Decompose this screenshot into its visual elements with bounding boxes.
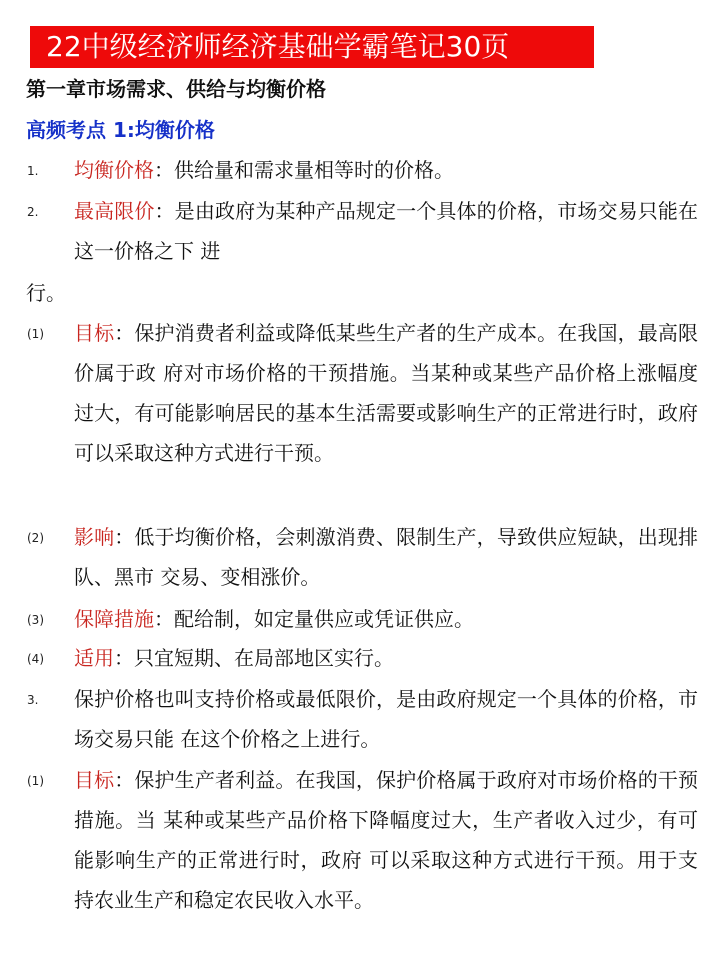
item-body: ：只宜短期、在局部地区实行。	[114, 646, 394, 670]
item-term: 目标	[74, 321, 115, 345]
item-marker: (2)	[27, 531, 44, 545]
item-marker: (3)	[27, 613, 44, 627]
item-term: 影响	[74, 525, 115, 549]
title-banner	[30, 26, 594, 68]
item-text	[74, 599, 698, 639]
item-continuation: 行。	[26, 281, 66, 305]
item-term: 均衡价格	[74, 158, 154, 182]
item-body: 保护价格也叫支持价格或最低限价，是由政府规定一个具体的价格，市场交易只能 在这个价格之上进行。	[74, 687, 698, 751]
item-text	[74, 313, 698, 473]
item-marker: (4)	[27, 652, 44, 666]
item-term: 保障措施	[74, 607, 154, 631]
item-text	[74, 760, 698, 920]
page-title: 22中级经济师经济基础学霸笔记30页	[46, 30, 510, 63]
item-body: ：保护消费者利益或降低某些生产者的生产成本。在我国，最高限价属于政 府对市场价格的干预措施。当某种或某些产品价格上涨幅度过大，有可能影响居民的基本生活需要或影响生产的正常进行时，政府可以采取这种方式进行干预。	[74, 321, 699, 465]
item-body: ：是由政府为某种产品规定一个具体的价格，市场交易只能在这一价格之下 进	[74, 199, 699, 263]
chapter-heading: 第一章市场需求、供给与均衡价格	[26, 77, 326, 101]
item-term: 最高限价	[74, 199, 155, 223]
item-term: 目标	[74, 768, 115, 792]
item-marker: (1)	[27, 327, 44, 341]
item-term: 适用	[74, 646, 114, 670]
item-marker: 2.	[27, 205, 39, 219]
item-text	[74, 638, 698, 678]
item-text	[74, 679, 698, 759]
item-text	[74, 191, 698, 271]
item-marker: 1.	[27, 164, 39, 178]
item-marker: 3.	[27, 693, 39, 707]
item-body: ：供给量和需求量相等时的价格。	[154, 158, 454, 182]
item-text	[74, 517, 698, 597]
item-body: ：保护生产者利益。在我国，保护价格属于政府对市场价格的干预措施。当 某种或某些产品价格下降幅度过大，生产者收入过少，有可能影响生产的正常进行时，政府 可以采取这种方式进行干预。用于支持农业生产和稳定农民收入水平。	[74, 768, 699, 912]
item-body: ：低于均衡价格，会刺激消费、限制生产，导致供应短缺，出现排队、黑市 交易、变相涨价。	[74, 525, 699, 589]
item-body: ：配给制，如定量供应或凭证供应。	[154, 607, 474, 631]
item-text	[74, 150, 698, 190]
item-marker: (1)	[27, 774, 44, 788]
section-heading: 高频考点 1:均衡价格	[26, 118, 215, 142]
